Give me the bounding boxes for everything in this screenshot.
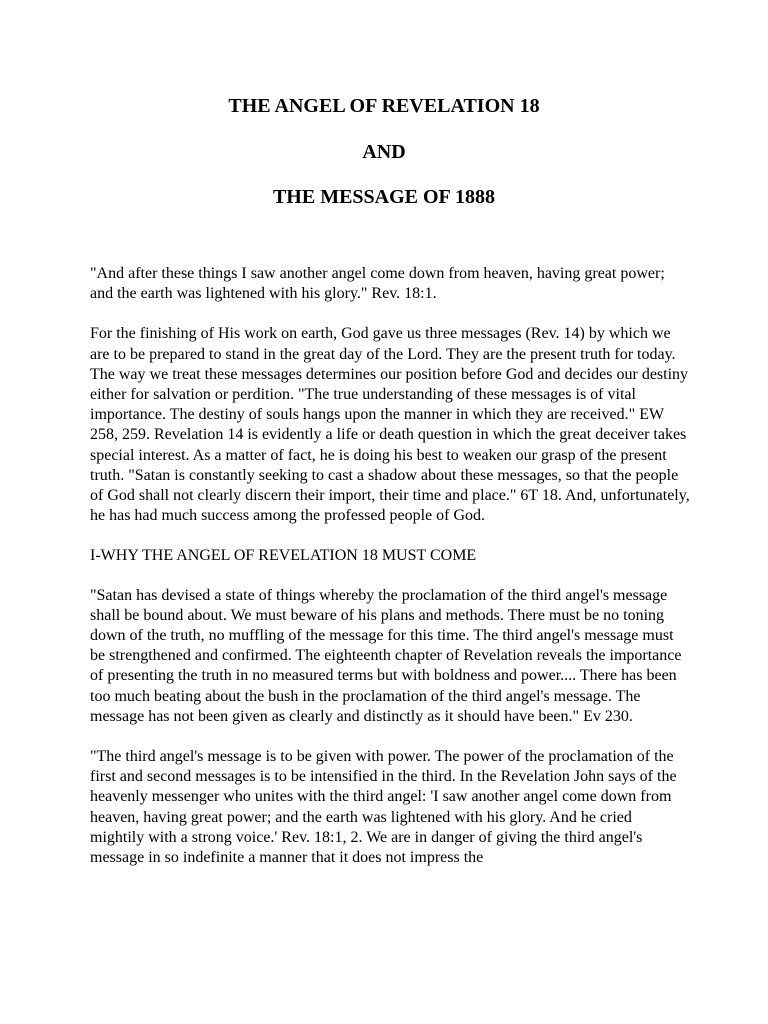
- title-line-2: AND: [362, 141, 406, 163]
- paragraph-third-angel-power: "The third angel's message is to be given with power. The power of the proclamation of the first and second messages is to be intensified in the third. In the Revelation John says of the heavenly messenger who unites with the third angel: 'I saw another angel come down from heaven, having great power; and the earth was lightened with his glory. And he cried mightily with a strong voice.' Rev. 18:1, 2. We are in danger of giving the third angel's message in so indefinite a manner that it does not impress the: [90, 748, 677, 867]
- section-heading: I-WHY THE ANGEL OF REVELATION 18 MUST COME: [90, 547, 477, 565]
- paragraph-satan-devised: "Satan has devised a state of things whereby the proclamation of the third angel's message shall be bound about. We must beware of his plans and methods. There must be no toning down of the truth, no muffling of the message for this time. The third angel's message must be strengthened and confirmed. The eighteenth chapter of Revelation reveals the importance of presenting the truth in no measured terms but with boldness and power.... There has been too much beating about the bush in the proclamation of the third angel's message. The message has not been given as clearly and distinctly as it should have been." Ev 230.: [90, 586, 682, 725]
- title-line-1: THE ANGEL OF REVELATION 18: [228, 95, 540, 117]
- paragraph-opening-quote: "And after these things I saw another angel come down from heaven, having great power; and the earth was lightened with his glory." Rev. 18:1.: [90, 265, 665, 303]
- document-body: [90, 264, 690, 888]
- paragraph-three-messages: For the finishing of His work on earth, God gave us three messages (Rev. 14) by which we are to be prepared to stand in the great day of the Lord. They are the present truth for today. The way we treat these messages determines our position before God and decides our destiny either for salvation or perdition. "The true understanding of these messages is of vital importance. The destiny of souls hangs upon the manner in which they are received." EW 258, 259. Revelation 14 is evidently a life or death question in which the great deceiver takes special interest. As a matter of fact, he is doing his best to weaken our grasp of the present truth. "Satan is constantly seeking to cast a shadow about these messages, so that the people of God shall not clearly discern their import, their time and place." 6T 18. And, unfortunately, he has had much success among the professed people of God.: [90, 325, 690, 525]
- title-line-3: THE MESSAGE OF 1888: [272, 186, 496, 208]
